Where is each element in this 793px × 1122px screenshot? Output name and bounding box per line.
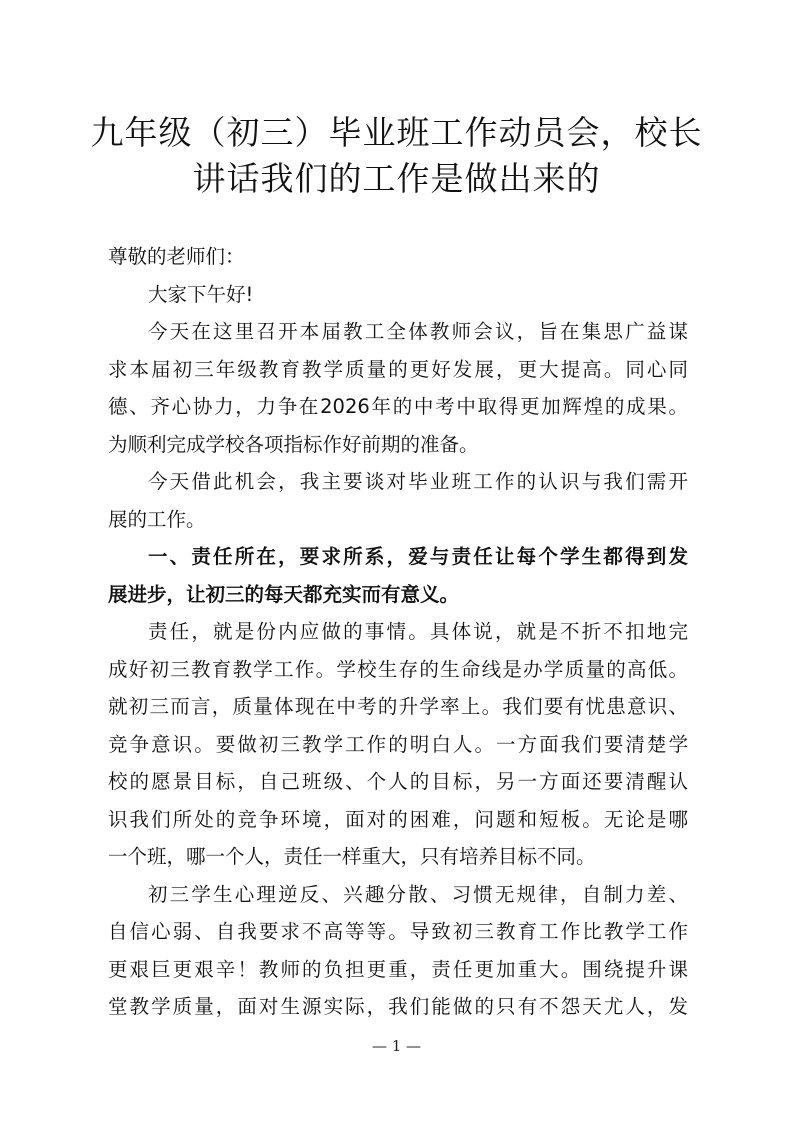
paragraph-1-line: 今天在这里召开本届教工全体教师会议，旨在集思广益谋 bbox=[148, 320, 688, 343]
paragraph-3-line: 一个班，哪一个人，责任一样重大，只有培养目标不同。 bbox=[108, 845, 596, 868]
paragraph-3-line: 识我们所处的竞争环境，面对的困难，问题和短板。无论是哪 bbox=[108, 807, 688, 831]
paragraph-1-line: 求本届初三年级教育教学质量的更好发展，更大提高。同心同 bbox=[108, 357, 688, 381]
paragraph-3-line: 成好初三教育教学工作。学校生存的生命线是办学质量的高低。 bbox=[108, 657, 688, 681]
document-title bbox=[80, 110, 713, 202]
title-line-2: 讲话我们的工作是做出来的 bbox=[192, 159, 601, 198]
paragraph-4-line: 堂教学质量，面对生源实际，我们能做的只有不怨天尤人，发 bbox=[108, 995, 688, 1018]
paragraph-4-line: 更艰巨更艰辛！教师的负担更重，责任更加重大。围绕提升课 bbox=[108, 957, 688, 981]
title-line-1: 九年级（初三）毕业班工作动员会，校长 bbox=[90, 113, 703, 152]
paragraph-2-line: 展的工作。 bbox=[108, 507, 206, 531]
paragraph-3-line: 校的愿景目标，自己班级、个人的目标，另一方面还要清醒认 bbox=[108, 770, 688, 793]
paragraph-3-line: 竞争意识。要做初三教学工作的明白人。一方面我们要清楚学 bbox=[108, 732, 688, 756]
section-heading-line: 一、责任所在，要求所系，爱与责任让每个学生都得到发 bbox=[148, 545, 688, 568]
paragraph-1-line: 德、齐心协力，力争在2026年的中考中取得更加辉煌的成果。 bbox=[108, 395, 688, 418]
section-heading-line: 展进步，让初三的每天都充实而有意义。 bbox=[108, 582, 460, 606]
paragraph-2-line: 今天借此机会，我主要谈对毕业班工作的认识与我们需开 bbox=[148, 470, 688, 493]
greeting: 大家下午好! bbox=[148, 282, 254, 306]
salutation: 尊敬的老师们： bbox=[108, 245, 245, 268]
paragraph-1-line: 为顺利完成学校各项指标作好前期的准备。 bbox=[108, 432, 479, 456]
document-body bbox=[108, 238, 688, 1026]
page-number: — 1 — bbox=[371, 1037, 422, 1055]
paragraph-3-line: 就初三而言，质量体现在中考的升学率上。我们要有忧患意识、 bbox=[108, 695, 688, 718]
paragraph-4-line: 初三学生心理逆反、兴趣分散、习惯无规律，自制力差、 bbox=[148, 882, 688, 906]
paragraph-3-line: 责任，就是份内应做的事情。具体说，就是不折不扣地完 bbox=[148, 620, 688, 643]
paragraph-4-line: 自信心弱、自我要求不高等等。导致初三教育工作比教学工作 bbox=[108, 920, 688, 943]
